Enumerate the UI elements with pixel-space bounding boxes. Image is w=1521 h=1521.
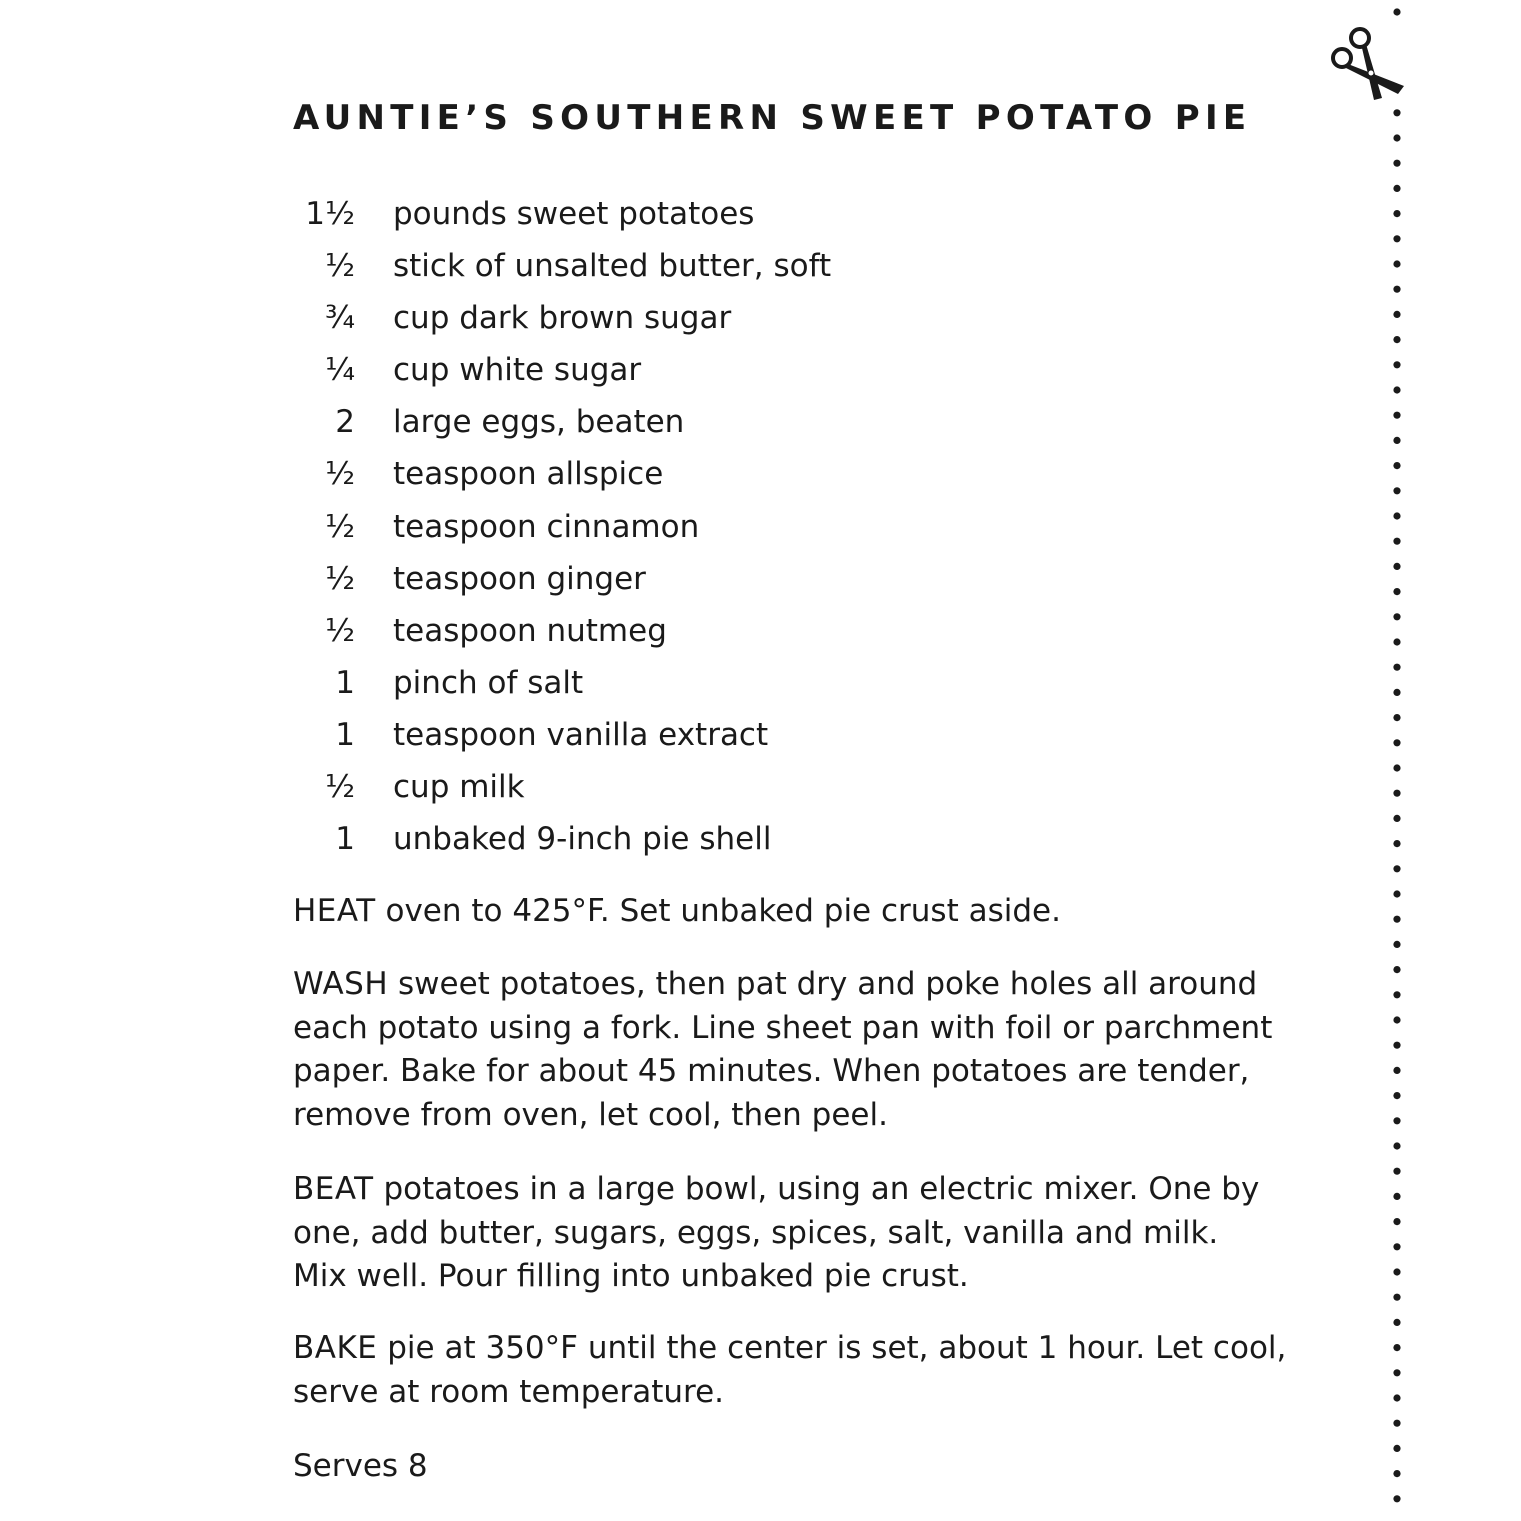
ingredient-list bbox=[293, 188, 1213, 865]
ingredient-quantity: ½ bbox=[324, 248, 355, 285]
cut-line-dot bbox=[1393, 1092, 1400, 1099]
ingredient-quantity: ½ bbox=[324, 612, 355, 649]
cut-line-dot bbox=[1393, 1168, 1400, 1175]
ingredient-quantity: ½ bbox=[324, 456, 355, 493]
step-beat bbox=[293, 1168, 1260, 1299]
cut-line-dot bbox=[1393, 1369, 1400, 1376]
ingredient-name: teaspoon allspice bbox=[393, 456, 664, 493]
step-text: serve at room temperature. bbox=[293, 1373, 725, 1410]
ingredient-row bbox=[293, 501, 1213, 553]
cut-line-dot bbox=[1393, 941, 1400, 948]
ingredient-name: unbaked 9-inch pie shell bbox=[393, 821, 772, 858]
cut-line-dot bbox=[1393, 311, 1400, 318]
step-verb: WASH bbox=[293, 966, 389, 1002]
cut-line-dot bbox=[1393, 512, 1400, 519]
step-verb: HEAT bbox=[293, 893, 376, 929]
ingredient-quantity: 2 bbox=[335, 404, 355, 441]
ingredient-row bbox=[293, 292, 1213, 344]
step-text: one, add butter, sugars, eggs, spices, salt, vanilla and milk. bbox=[293, 1214, 1219, 1251]
cut-line-dot bbox=[1393, 286, 1400, 293]
ingredient-name: cup milk bbox=[393, 769, 525, 806]
cut-line-dot bbox=[1393, 966, 1400, 973]
cut-line-dot bbox=[1393, 790, 1400, 797]
ingredient-row bbox=[293, 657, 1213, 709]
ingredient-quantity: 1 bbox=[335, 716, 355, 753]
step-verb: BEAT bbox=[293, 1171, 374, 1207]
cut-line-dot bbox=[1393, 1495, 1400, 1502]
ingredient-quantity: 1 bbox=[335, 821, 355, 858]
cut-line-dot bbox=[1393, 1142, 1400, 1149]
ingredient-quantity: ¾ bbox=[324, 300, 355, 337]
cut-line-dot bbox=[1393, 160, 1400, 167]
cut-line-dot bbox=[1393, 336, 1400, 343]
cut-line-dot bbox=[1393, 991, 1400, 998]
cut-line-dot bbox=[1393, 487, 1400, 494]
scissors-icon bbox=[1326, 24, 1416, 106]
cut-line-dot bbox=[1393, 134, 1400, 141]
ingredient-quantity: 1½ bbox=[305, 196, 355, 232]
step-wash bbox=[293, 963, 1273, 1137]
ingredient-name: teaspoon ginger bbox=[393, 560, 646, 597]
cut-line-dot bbox=[1393, 210, 1400, 217]
ingredient-name: cup dark brown sugar bbox=[393, 300, 732, 337]
ingredient-row bbox=[293, 761, 1213, 813]
cut-line-dot bbox=[1393, 386, 1400, 393]
ingredient-quantity: ¼ bbox=[324, 352, 355, 389]
cut-line-dot bbox=[1393, 1420, 1400, 1427]
cut-line-dot bbox=[1393, 109, 1400, 116]
cut-line-dot bbox=[1393, 1445, 1400, 1452]
cut-line-dot bbox=[1393, 1067, 1400, 1074]
cut-line-dot bbox=[1393, 235, 1400, 242]
cut-line-dot bbox=[1393, 1268, 1400, 1275]
ingredient-quantity: ½ bbox=[324, 560, 355, 597]
cut-line-dot bbox=[1393, 840, 1400, 847]
cut-line-dot bbox=[1393, 1470, 1400, 1477]
recipe-title: AUNTIE’S SOUTHERN SWEET POTATO PIE bbox=[293, 98, 1252, 138]
cut-line-dot bbox=[1393, 664, 1400, 671]
ingredient-row bbox=[293, 553, 1213, 605]
cut-line-dot bbox=[1393, 689, 1400, 696]
step-text: pie at 350°F until the center is set, about 1 hour. Let cool, bbox=[387, 1330, 1287, 1366]
ingredient-name: teaspoon cinnamon bbox=[393, 508, 700, 545]
ingredient-name: teaspoon nutmeg bbox=[393, 612, 667, 649]
step-verb: BAKE bbox=[293, 1330, 378, 1366]
cut-line-dot bbox=[1393, 815, 1400, 822]
cut-line-dot bbox=[1393, 1117, 1400, 1124]
cut-line-dot bbox=[1393, 764, 1400, 771]
cut-line-dot bbox=[1393, 1193, 1400, 1200]
cut-line-dot bbox=[1393, 1243, 1400, 1250]
cut-line-dot bbox=[1393, 8, 1400, 15]
ingredient-row bbox=[293, 709, 1213, 761]
ingredient-quantity: ½ bbox=[324, 508, 355, 545]
cut-line-dot bbox=[1393, 412, 1400, 419]
serves-note: Serves 8 bbox=[293, 1448, 428, 1484]
step-text: oven to 425°F. Set unbaked pie crust aside. bbox=[385, 893, 1061, 929]
cut-line-dot bbox=[1393, 437, 1400, 444]
step-text: remove from oven, let cool, then peel. bbox=[293, 1096, 888, 1133]
cut-line-dot bbox=[1393, 1394, 1400, 1401]
step-text: paper. Bake for about 45 minutes. When potatoes are tender, bbox=[293, 1053, 1250, 1090]
ingredient-row bbox=[293, 605, 1213, 657]
dotted-cut-line bbox=[1390, 0, 1404, 1521]
cut-line-dot bbox=[1393, 865, 1400, 872]
ingredient-quantity: ½ bbox=[324, 769, 355, 806]
cut-line-dot bbox=[1393, 1294, 1400, 1301]
ingredient-row bbox=[293, 240, 1213, 292]
cut-line-dot bbox=[1393, 588, 1400, 595]
ingredient-name: pinch of salt bbox=[393, 664, 584, 701]
step-heat bbox=[293, 890, 1223, 934]
cut-line-dot bbox=[1393, 361, 1400, 368]
cut-line-dot bbox=[1393, 260, 1400, 267]
step-text: each potato using a fork. Line sheet pan with foil or parchment bbox=[293, 1009, 1273, 1046]
cut-line-dot bbox=[1393, 638, 1400, 645]
cut-line-dot bbox=[1393, 1016, 1400, 1023]
cut-line-dot bbox=[1393, 1319, 1400, 1326]
cut-line-dot bbox=[1393, 538, 1400, 545]
cut-line-dot bbox=[1393, 916, 1400, 923]
ingredient-name: large eggs, beaten bbox=[393, 404, 685, 441]
step-text: potatoes in a large bowl, using an electric mixer. One by bbox=[383, 1171, 1260, 1207]
ingredient-row bbox=[293, 188, 1213, 240]
step-text: sweet potatoes, then pat dry and poke holes all around bbox=[398, 966, 1258, 1002]
step-text: Mix well. Pour filling into unbaked pie crust. bbox=[293, 1258, 969, 1295]
cut-line-dot bbox=[1393, 739, 1400, 746]
cut-line-dot bbox=[1393, 1042, 1400, 1049]
ingredient-row bbox=[293, 396, 1213, 448]
ingredient-row bbox=[293, 813, 1213, 865]
cut-line-dot bbox=[1393, 462, 1400, 469]
ingredient-row bbox=[293, 448, 1213, 500]
cut-line-dot bbox=[1393, 714, 1400, 721]
step-bake bbox=[293, 1327, 1287, 1414]
cut-line-dot bbox=[1393, 563, 1400, 570]
ingredient-name: stick of unsalted butter, soft bbox=[393, 248, 832, 285]
cut-line-dot bbox=[1393, 613, 1400, 620]
ingredient-row bbox=[293, 344, 1213, 396]
ingredient-quantity: 1 bbox=[335, 664, 355, 701]
ingredient-name: pounds sweet potatoes bbox=[393, 196, 755, 232]
cut-line-dot bbox=[1393, 1218, 1400, 1225]
cut-line-dot bbox=[1393, 185, 1400, 192]
cut-line-dot bbox=[1393, 890, 1400, 897]
ingredient-name: teaspoon vanilla extract bbox=[393, 716, 769, 753]
ingredient-name: cup white sugar bbox=[393, 352, 642, 389]
cut-line-dot bbox=[1393, 1344, 1400, 1351]
